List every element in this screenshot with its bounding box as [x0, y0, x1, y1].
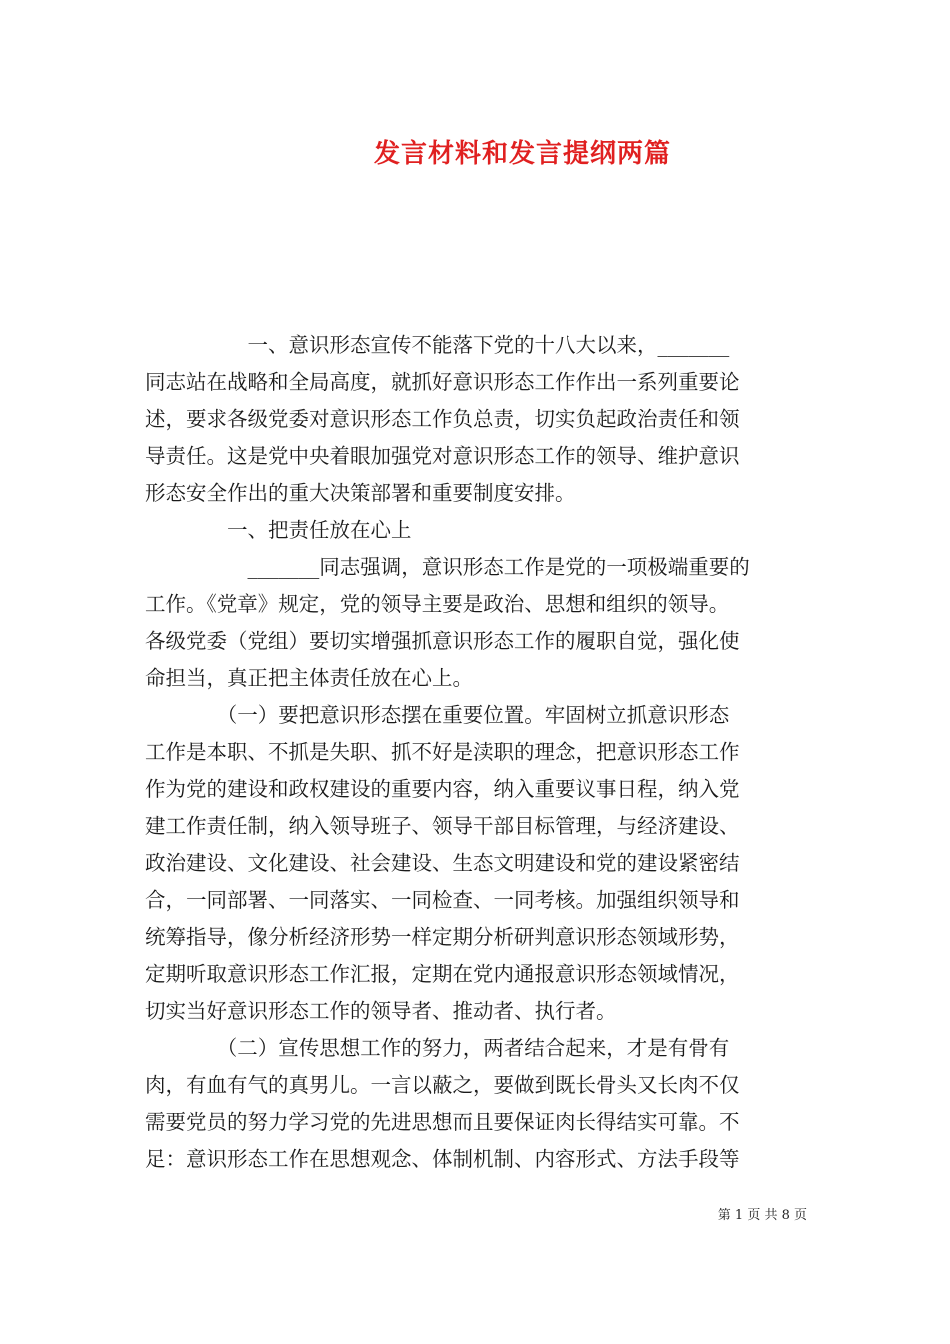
text-line: 建工作责任制，纳入领导班子、领导干部目标管理，与经济建设、 [145, 814, 740, 838]
text-line: 切实当好意识形态工作的领导者、推动者、执行者。 [145, 999, 617, 1023]
text-line: 足：意识形态工作在思想观念、体制机制、内容形式、方法手段等 [145, 1147, 740, 1171]
text-line: 作为党的建设和政权建设的重要内容，纳入重要议事日程，纳入党 [145, 777, 740, 801]
text-line: 形态安全作出的重大决策部署和重要制度安排。 [145, 481, 576, 505]
text-line: 同志站在战略和全局高度，就抓好意识形态工作作出一系列重要论 [145, 370, 740, 394]
text-line: 需要党员的努力学习党的先进思想而且要保证肉长得结实可靠。不 [145, 1110, 740, 1134]
text-line: 工作。《党章》规定，党的领导主要是政治、思想和组织的领导。 [145, 592, 730, 616]
text-line: 政治建设、文化建设、社会建设、生态文明建设和党的建设紧密结 [145, 851, 740, 875]
text-line: 命担当，真正把主体责任放在心上。 [145, 666, 473, 690]
text-line: 导责任。这是党中央着眼加强党对意识形态工作的领导、维护意识 [145, 444, 740, 468]
document-body [145, 327, 807, 1178]
text-line: （一）要把意识形态摆在重要位置。牢固树立抓意识形态 [145, 703, 730, 727]
text-line: 一、把责任放在心上 [145, 518, 412, 542]
text-line: 合，一同部署、一同落实、一同检查、一同考核。加强组织领导和 [145, 888, 740, 912]
text-line: （二）宣传思想工作的努力，两者结合起来，才是有骨有 [145, 1036, 730, 1060]
page-number-footer: 第 1 页 共 8 页 [717, 1208, 807, 1223]
text-line: 一、意识形态宣传不能落下党的十八大以来，_______ [145, 333, 730, 357]
text-line: _______同志强调，意识形态工作是党的一项极端重要的 [145, 555, 750, 579]
text-line: 述，要求各级党委对意识形态工作负总责，切实负起政治责任和领 [145, 407, 740, 431]
text-line: 各级党委（党组）要切实增强抓意识形态工作的履职自觉，强化使 [145, 629, 740, 653]
text-line: 工作是本职、不抓是失职、抓不好是渎职的理念，把意识形态工作 [145, 740, 740, 764]
text-line: 统筹指导，像分析经济形势一样定期分析研判意识形态领域形势， [145, 925, 740, 949]
text-line: 肉，有血有气的真男儿。一言以蔽之，要做到既长骨头又长肉不仅 [145, 1073, 740, 1097]
document-title: 发言材料和发言提纲两篇 [373, 139, 671, 169]
text-line: 定期听取意识形态工作汇报，定期在党内通报意识形态领域情况， [145, 962, 740, 986]
